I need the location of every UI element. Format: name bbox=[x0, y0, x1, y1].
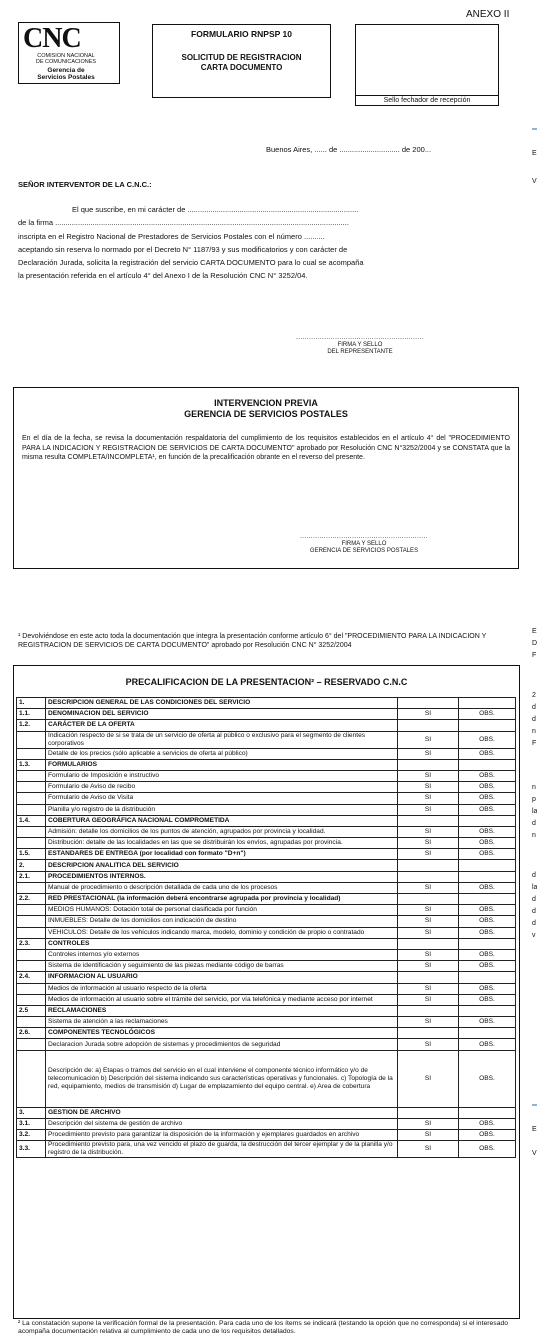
row-label: Sistema de atención a las reclamaciones bbox=[46, 1017, 398, 1028]
margin-fragment: d bbox=[532, 704, 536, 711]
date-line: Buenos Aires, ...... de ............................. de 200... bbox=[266, 145, 432, 154]
si-cell: SI bbox=[398, 994, 459, 1005]
intervention-title-1: INTERVENCION PREVIA bbox=[214, 398, 318, 408]
precalification-title: PRECALIFICACION DE LA PRESENTACION² – RESERVADO C.N.C bbox=[125, 677, 408, 687]
row-number: 2.4. bbox=[17, 972, 46, 983]
si-cell bbox=[398, 815, 459, 826]
obs-cell bbox=[459, 871, 516, 882]
obs-cell: OBS. bbox=[459, 1118, 516, 1129]
table-row bbox=[17, 860, 516, 871]
margin-fragment: n bbox=[532, 784, 536, 791]
footnote-1: ¹ Devolviéndose en este acto toda la documentación que integra la presentación conforme artículo 6° del "PROCEDIMIENTO PARA LA INDICACION Y REGISTRACION DE SERVICIOS DE CARTA DOCUMENTO" aprobado por Resolución CNC N° 3252/2004 bbox=[18, 633, 487, 649]
row-number: 1. bbox=[17, 698, 46, 709]
form-title-box bbox=[152, 24, 331, 98]
stamp-label: Sello fechador de recepción bbox=[356, 95, 498, 105]
obs-cell bbox=[459, 815, 516, 826]
obs-cell: OBS. bbox=[459, 748, 516, 759]
row-number: 2. bbox=[17, 860, 46, 871]
table-row bbox=[17, 916, 516, 927]
si-cell: SI bbox=[398, 1039, 459, 1050]
obs-cell: OBS. bbox=[459, 731, 516, 748]
obs-cell: OBS. bbox=[459, 838, 516, 849]
si-cell: SI bbox=[398, 849, 459, 860]
table-row bbox=[17, 949, 516, 960]
si-cell: SI bbox=[398, 961, 459, 972]
table-row bbox=[17, 871, 516, 882]
reception-stamp-box bbox=[355, 24, 499, 106]
table-row bbox=[17, 709, 516, 720]
annex-label: ANEXO II bbox=[466, 9, 510, 20]
margin-fragment: la bbox=[532, 884, 537, 891]
margin-fragment: d bbox=[532, 820, 536, 827]
row-number bbox=[17, 838, 46, 849]
table-row bbox=[17, 748, 516, 759]
row-label: Formulario de Imposición e instructivo bbox=[46, 770, 398, 781]
obs-cell: OBS. bbox=[459, 1141, 516, 1158]
logo-line1: COMISION NACIONAL bbox=[37, 53, 95, 59]
row-label: INMUEBLES: Detalle de los domicilios con indicación de destino bbox=[46, 916, 398, 927]
row-number bbox=[17, 1050, 46, 1107]
obs-cell: OBS. bbox=[459, 1017, 516, 1028]
row-label: FORMULARIOS bbox=[46, 759, 398, 770]
row-number: 2.5 bbox=[17, 1005, 46, 1016]
row-label: DESCRIPCION GENERAL DE LAS CONDICIONES DEL SERVICIO bbox=[46, 698, 398, 709]
row-number: 2.1. bbox=[17, 871, 46, 882]
table-row bbox=[17, 793, 516, 804]
si-cell: SI bbox=[398, 905, 459, 916]
signature-dots: ........................................................... bbox=[296, 335, 424, 341]
obs-cell: OBS. bbox=[459, 949, 516, 960]
row-number bbox=[17, 748, 46, 759]
si-cell: SI bbox=[398, 1141, 459, 1158]
row-number: 1.1. bbox=[17, 709, 46, 720]
margin-fragment: E bbox=[532, 628, 537, 635]
table-row bbox=[17, 994, 516, 1005]
table-row bbox=[17, 838, 516, 849]
table-row bbox=[17, 938, 516, 949]
margin-fragment: D bbox=[532, 640, 537, 647]
si-cell bbox=[398, 860, 459, 871]
table-row bbox=[17, 849, 516, 860]
table-row bbox=[17, 905, 516, 916]
row-label: Admisión: detalle los domicilios de los puntos de atención, agrupados por provincia y localidad. bbox=[46, 826, 398, 837]
gsp-signature bbox=[279, 534, 449, 555]
si-cell: SI bbox=[398, 1017, 459, 1028]
si-cell: SI bbox=[398, 770, 459, 781]
obs-cell: OBS. bbox=[459, 793, 516, 804]
row-label: COMPONENTES TECNOLÓGICOS bbox=[46, 1028, 398, 1039]
row-label: Medios de información al usuario sobre el trámite del servicio, por vía telefónica y mediante acceso por internet bbox=[46, 994, 398, 1005]
form-title-2: CARTA DOCUMENTO bbox=[200, 63, 283, 72]
margin-fragment: n bbox=[532, 832, 536, 839]
row-number bbox=[17, 793, 46, 804]
row-label: Planilla y/o registro de la distribución bbox=[46, 804, 398, 815]
margin-fragment: V bbox=[532, 1150, 537, 1157]
signature-line2: DEL REPRESENTANTE bbox=[327, 349, 393, 355]
table-row bbox=[17, 731, 516, 748]
row-label: CONTROLES bbox=[46, 938, 398, 949]
table-row bbox=[17, 882, 516, 893]
si-cell bbox=[398, 759, 459, 770]
si-cell bbox=[398, 1107, 459, 1118]
row-label: Detalle de los precios (sólo aplicable a servicios de oferta al público) bbox=[46, 748, 398, 759]
row-number bbox=[17, 826, 46, 837]
row-label: Declaracion Jurada sobre adopción de sistemas y procedimientos de seguridad bbox=[46, 1039, 398, 1050]
margin-fragment: d bbox=[532, 872, 536, 879]
table-row bbox=[17, 815, 516, 826]
margin-fragment: F bbox=[532, 740, 537, 747]
obs-cell bbox=[459, 860, 516, 871]
si-cell: SI bbox=[398, 983, 459, 994]
row-label: DENOMINACION DEL SERVICIO bbox=[46, 709, 398, 720]
margin-fragment: n bbox=[532, 728, 536, 735]
table-row bbox=[17, 698, 516, 709]
intervention-title-2: GERENCIA DE SERVICIOS POSTALES bbox=[184, 409, 348, 419]
row-number bbox=[17, 1039, 46, 1050]
margin-fragment: F bbox=[532, 652, 537, 659]
si-cell: SI bbox=[398, 1130, 459, 1141]
row-label: Procedimiento previsto para, una vez vencido el plazo de guarda, la destrucción del tercer ejemplar y de la planilla y/o registro de la distribución. bbox=[46, 1141, 398, 1158]
row-number bbox=[17, 882, 46, 893]
si-cell: SI bbox=[398, 782, 459, 793]
margin-fragment: d bbox=[532, 896, 536, 903]
row-label: Sistema de identificación y seguimiento de las piezas mediante código de barras bbox=[46, 961, 398, 972]
obs-cell: OBS. bbox=[459, 1050, 516, 1107]
footnote-2: ² La constatación supone la verificación formal de la presentación. Para cada uno de los ítems se indicará (testando la opción que no corresponda) si el interesado acompaña documentación relativa al cumplimiento de cada uno de los requisitos detallados. bbox=[18, 1320, 509, 1335]
row-label: VEHICULOS: Detalle de los vehículos indicando marca, modelo, dominio y condición de propio o contratado bbox=[46, 927, 398, 938]
row-number bbox=[17, 782, 46, 793]
body-line-3: inscripta en el Registro Nacional de Prestadores de Servicios Postales con el número .......... bbox=[18, 232, 325, 241]
row-label: Medios de información al usuario respecto de la oferta bbox=[46, 983, 398, 994]
row-number: 2.2. bbox=[17, 894, 46, 905]
row-label: Formulario de Aviso de recibo bbox=[46, 782, 398, 793]
row-number: 1.5. bbox=[17, 849, 46, 860]
margin-fragment: 2 bbox=[532, 692, 536, 699]
table-row bbox=[17, 1130, 516, 1141]
row-number: 3. bbox=[17, 1107, 46, 1118]
obs-cell: OBS. bbox=[459, 804, 516, 815]
obs-cell: OBS. bbox=[459, 1039, 516, 1050]
intervention-text: En el día de la fecha, se revisa la documentación respaldatoria del cumplimiento de los requisitos establecidos en el artículo 4° del "PROCEDIMIENTO PARA LA INDICACION Y REGISTRACION DE SERVICIOS DE CARTA DOCUMENTO" aprobado por Resolución CNC N°3252/2004 y se CONSTATA que la misma resulta COMPLETA/INCOMPLETA¹, en función de la precalificación obrante en el reverso del presente. bbox=[22, 435, 510, 461]
gsp-signature-dots: ........................................................... bbox=[300, 534, 428, 540]
row-label: CARÁCTER DE LA OFERTA bbox=[46, 720, 398, 731]
table-row bbox=[17, 983, 516, 994]
table-row bbox=[17, 804, 516, 815]
obs-cell: OBS. bbox=[459, 1130, 516, 1141]
body-line-5: Declaración Jurada, solicita la registración del servicio CARTA DOCUMENTO para lo cual se acompaña bbox=[18, 258, 364, 267]
row-number: 3.2. bbox=[17, 1130, 46, 1141]
row-number: 2.6. bbox=[17, 1028, 46, 1039]
body-line-6: la presentación referida en el artículo 4° del Anexo I de la Resolución CNC N° 3252/04. bbox=[18, 271, 308, 280]
si-cell: SI bbox=[398, 826, 459, 837]
si-cell: SI bbox=[398, 748, 459, 759]
row-number bbox=[17, 927, 46, 938]
table-row bbox=[17, 1107, 516, 1118]
si-cell bbox=[398, 1005, 459, 1016]
margin-marker bbox=[532, 1104, 537, 1106]
table-row bbox=[17, 1039, 516, 1050]
si-cell bbox=[398, 698, 459, 709]
table-row bbox=[17, 770, 516, 781]
row-number bbox=[17, 1017, 46, 1028]
obs-cell: OBS. bbox=[459, 927, 516, 938]
margin-fragment: la bbox=[532, 808, 537, 815]
margin-fragment: d bbox=[532, 920, 536, 927]
si-cell: SI bbox=[398, 804, 459, 815]
intervention-box bbox=[13, 387, 519, 569]
margin-fragment: E bbox=[532, 150, 537, 157]
margin-fragment: E bbox=[532, 1126, 537, 1133]
addressee: SEÑOR INTERVENTOR DE LA C.N.C.: bbox=[18, 180, 152, 189]
row-number bbox=[17, 994, 46, 1005]
si-cell: SI bbox=[398, 731, 459, 748]
table-row bbox=[17, 927, 516, 938]
row-number bbox=[17, 770, 46, 781]
obs-cell bbox=[459, 1028, 516, 1039]
row-number bbox=[17, 804, 46, 815]
gsp-signature-line1: FIRMA Y SELLO bbox=[341, 541, 387, 547]
si-cell: SI bbox=[398, 1118, 459, 1129]
table-row bbox=[17, 972, 516, 983]
margin-fragment: d bbox=[532, 716, 536, 723]
row-number: 3.3. bbox=[17, 1141, 46, 1158]
table-row bbox=[17, 1118, 516, 1129]
row-label: INFORMACION AL USUARIO bbox=[46, 972, 398, 983]
row-number: 1.4. bbox=[17, 815, 46, 826]
row-number: 1.3. bbox=[17, 759, 46, 770]
si-cell: SI bbox=[398, 838, 459, 849]
form-title-1: SOLICITUD DE REGISTRACION bbox=[181, 53, 302, 62]
table-row bbox=[17, 894, 516, 905]
row-label: Procedimiento previsto para garantizar la disposición de la información y ejemplares guardados en archivo bbox=[46, 1130, 398, 1141]
row-label: RECLAMACIONES bbox=[46, 1005, 398, 1016]
obs-cell: OBS. bbox=[459, 770, 516, 781]
si-cell bbox=[398, 972, 459, 983]
si-cell bbox=[398, 871, 459, 882]
margin-fragment: d bbox=[532, 908, 536, 915]
obs-cell bbox=[459, 938, 516, 949]
row-number: 3.1. bbox=[17, 1118, 46, 1129]
si-cell bbox=[398, 1028, 459, 1039]
row-label: Controles internos y/o externos bbox=[46, 949, 398, 960]
obs-cell: OBS. bbox=[459, 983, 516, 994]
margin-fragment: v bbox=[532, 932, 536, 939]
obs-cell: OBS. bbox=[459, 882, 516, 893]
row-label: PROCEDIMIENTOS INTERNOS. bbox=[46, 871, 398, 882]
body-line-1: El que suscribe, en mi carácter de .................................................................................. bbox=[72, 205, 359, 214]
representative-signature bbox=[280, 335, 440, 356]
obs-cell bbox=[459, 720, 516, 731]
row-number: 1.2. bbox=[17, 720, 46, 731]
obs-cell bbox=[459, 759, 516, 770]
si-cell bbox=[398, 720, 459, 731]
table-row bbox=[17, 1050, 516, 1107]
si-cell bbox=[398, 938, 459, 949]
row-number bbox=[17, 731, 46, 748]
row-label: Distribución: detalle de las localidades en las que se distribuirán los envíos, agrupadas por provincia. bbox=[46, 838, 398, 849]
si-cell: SI bbox=[398, 882, 459, 893]
table-row bbox=[17, 1005, 516, 1016]
si-cell: SI bbox=[398, 1050, 459, 1107]
row-label: RED PRESTACIONAL (la información deberá encontrarse agrupada por provincia y localidad) bbox=[46, 894, 398, 905]
row-number bbox=[17, 983, 46, 994]
obs-cell: OBS. bbox=[459, 782, 516, 793]
row-number bbox=[17, 949, 46, 960]
obs-cell bbox=[459, 698, 516, 709]
si-cell: SI bbox=[398, 793, 459, 804]
row-label: COBERTURA GEOGRÁFICA NACIONAL COMPROMETIDA bbox=[46, 815, 398, 826]
table-row bbox=[17, 826, 516, 837]
obs-cell: OBS. bbox=[459, 916, 516, 927]
obs-cell: OBS. bbox=[459, 994, 516, 1005]
row-number bbox=[17, 905, 46, 916]
si-cell bbox=[398, 894, 459, 905]
table-row bbox=[17, 1141, 516, 1158]
obs-cell: OBS. bbox=[459, 826, 516, 837]
gsp-signature-line2: GERENCIA DE SERVICIOS POSTALES bbox=[309, 548, 419, 554]
body-line-2: de la firma ............................................................................................................................................. bbox=[18, 218, 349, 227]
row-label: GESTION DE ARCHIVO bbox=[46, 1107, 398, 1118]
obs-cell bbox=[459, 894, 516, 905]
row-label: Indicación respecto de si se trata de un servicio de oferta al público o exclusivo para el segmento de clientes corporativos bbox=[46, 731, 398, 748]
margin-fragment: V bbox=[532, 178, 537, 185]
logo-line3: Gerencia de bbox=[47, 67, 85, 74]
row-label: Formulario de Aviso de Visita bbox=[46, 793, 398, 804]
si-cell: SI bbox=[398, 709, 459, 720]
signature-line1: FIRMA Y SELLO bbox=[337, 342, 383, 348]
si-cell: SI bbox=[398, 927, 459, 938]
obs-cell bbox=[459, 1005, 516, 1016]
form-code: FORMULARIO RNPSP 10 bbox=[191, 29, 292, 39]
row-label: Descripción de: a) Etapas o tramos del servicio en el cual interviene el componente técnico informático y/o de telecomunicación b) Descripción del sistema indicando sus características operativas y funcionales. c) Topología de la red, equipamiento, medios de transmisión d) Lugar de emplazamiento del equipo central. e) Area de cobertura bbox=[46, 1050, 398, 1107]
table-row bbox=[17, 961, 516, 972]
row-number: 2.3. bbox=[17, 938, 46, 949]
body-line-4: aceptando sin reserva lo normado por el Decreto N° 1187/93 y sus modificatorios y con carácter de bbox=[18, 245, 348, 254]
logo-line2: DE COMUNICACIONES bbox=[35, 59, 97, 65]
logo-mark: CNC bbox=[23, 23, 81, 54]
si-cell: SI bbox=[398, 916, 459, 927]
table-row bbox=[17, 759, 516, 770]
row-number bbox=[17, 916, 46, 927]
row-label: Descripción del sistema de gestión de archivo bbox=[46, 1118, 398, 1129]
row-number bbox=[17, 961, 46, 972]
margin-marker bbox=[532, 128, 537, 130]
row-label: DESCRIPCION ANALITICA DEL SERVICIO bbox=[46, 860, 398, 871]
si-cell: SI bbox=[398, 949, 459, 960]
obs-cell: OBS. bbox=[459, 709, 516, 720]
table-row bbox=[17, 782, 516, 793]
precalification-table bbox=[16, 697, 516, 1158]
table-row bbox=[17, 1017, 516, 1028]
obs-cell bbox=[459, 1107, 516, 1118]
obs-cell: OBS. bbox=[459, 849, 516, 860]
logo-line4: Servicios Postales bbox=[37, 74, 95, 81]
obs-cell: OBS. bbox=[459, 905, 516, 916]
row-label: Manual de procedimiento o descripción detallada de cada uno de los procesos bbox=[46, 882, 398, 893]
row-label: MEDIOS HUMANOS: Dotación total de personal clasificada por función bbox=[46, 905, 398, 916]
margin-fragment: p bbox=[532, 796, 536, 803]
cnc-logo bbox=[18, 22, 122, 92]
table-row bbox=[17, 1028, 516, 1039]
obs-cell: OBS. bbox=[459, 961, 516, 972]
table-row bbox=[17, 720, 516, 731]
precalification-box bbox=[13, 665, 520, 1319]
row-label: ESTANDARES DE ENTREGA (por localidad con formato "D+n") bbox=[46, 849, 398, 860]
obs-cell bbox=[459, 972, 516, 983]
